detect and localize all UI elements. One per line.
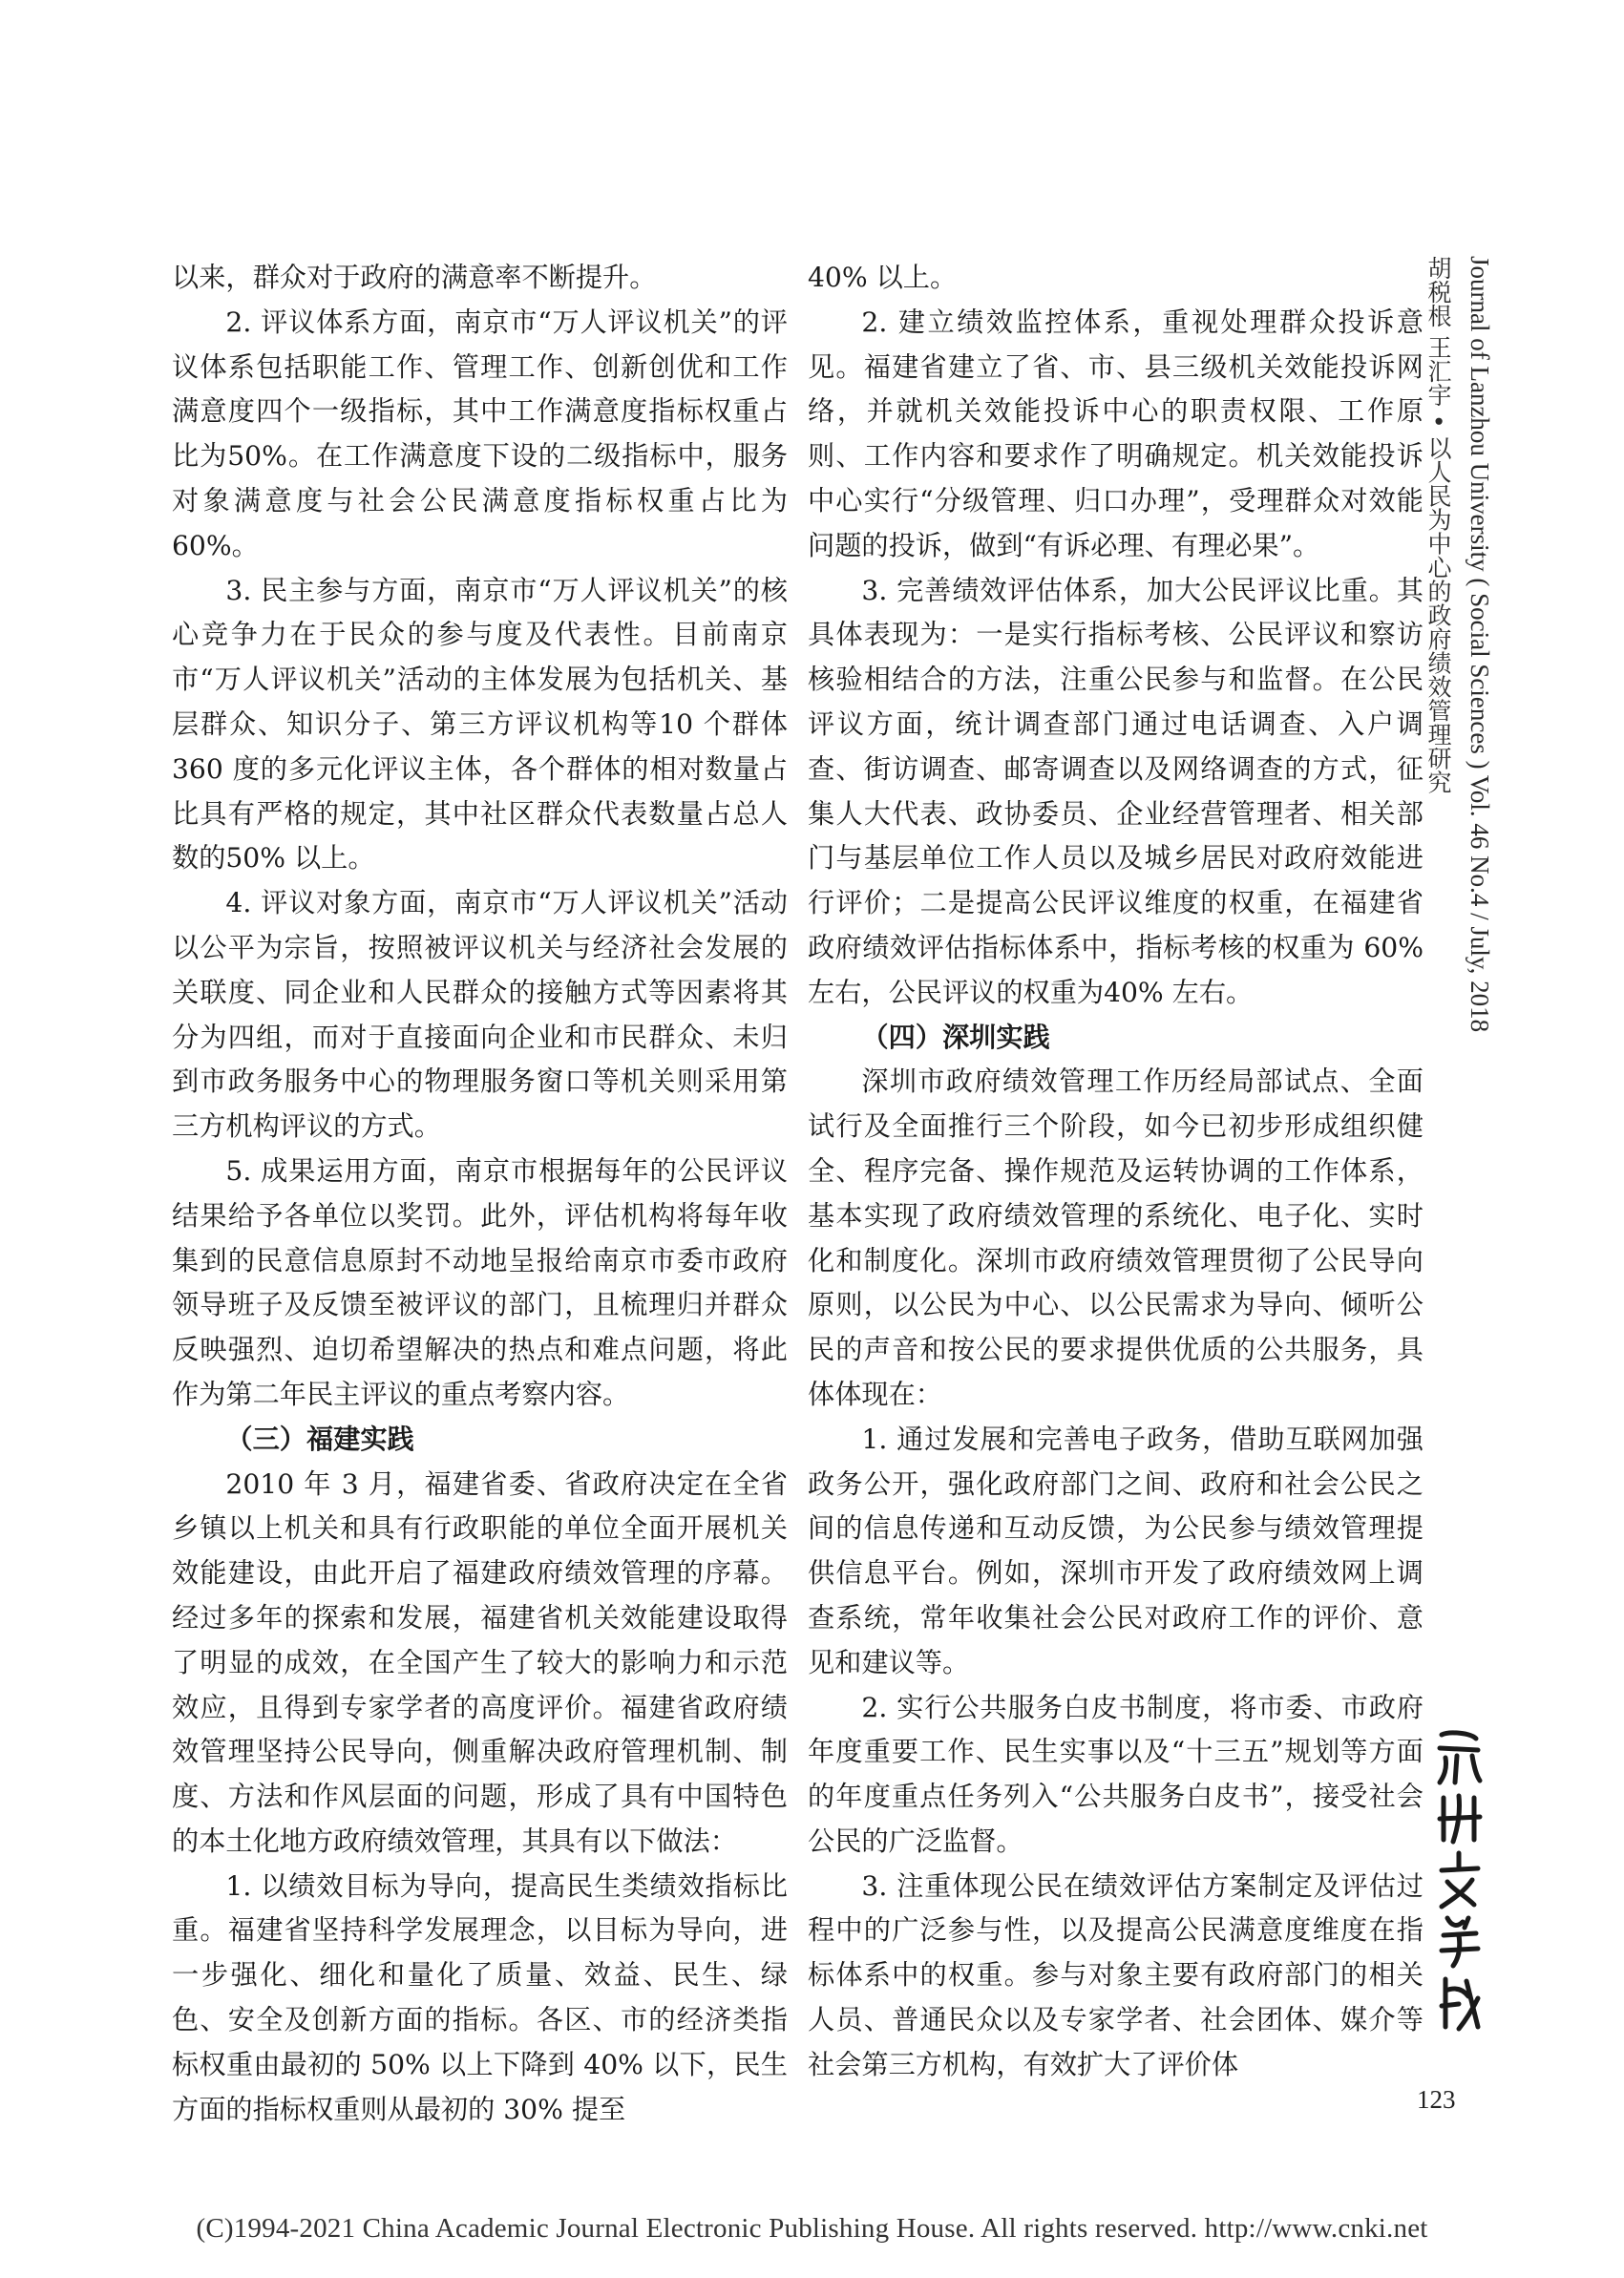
section-heading-shenzhen: （四）深圳实践 [861,1021,1050,1053]
right-column [808,256,1424,2088]
left-column [172,256,788,2132]
paragraph: 2. 实行公共服务白皮书制度，将市委、市政府年度重要工作、民生实事以及“十三五”规划等方面的年度重点任务列入“公共服务白皮书”，接受社会公民的广泛监督。 [808,1691,1424,1857]
paragraph: 5. 成果运用方面，南京市根据每年的公民评议结果给予各单位以奖罚。此外，评估机构将每年收集到的民意信息原封不动地呈报给南京市委市政府领导班子及反馈至被评议的部门，且梳理归并群众反映强烈、迫切希望解决的热点和难点问题，将此作为第二年民主评议的重点考察内容。 [172,1154,788,1410]
paragraph: 2. 建立绩效监控体系，重视处理群众投诉意见。福建省建立了省、市、县三级机关效能投诉网络，并就机关效能投诉中心的职责权限、工作原则、工作内容和要求作了明确规定。机关效能投诉中心实行“分级管理、归口办理”，受理群众对效能问题的投诉，做到“有诉必理、有理必果”。 [808,306,1424,561]
article-title: 胡税根 王汇宇 • 以人民为中心的政府绩效管理研究 [1424,256,1452,794]
journal-name: Journal of Lanzhou University ( Social Sciences ) Vol. 46 No.4 / July, 2018 [1466,256,1494,1033]
paragraph: 3. 注重体现公民在绩效评估方案制定及评估过程中的广泛参与性，以及提高公民满意度维度在指标体系中的权重。参与对象主要有政府部门的相关人员、普通民众以及专家学者、社会团体、媒介等社会第三方机构，有效扩大了评价体 [808,1869,1424,2080]
paragraph: 以来，群众对于政府的满意率不断提升。 [172,262,657,293]
running-head [1415,256,1501,1163]
section-heading-fujian: （三）福建实践 [225,1423,414,1455]
paragraph: 3. 完善绩效评估体系，加大公民评议比重。其具体表现为：一是实行指标考核、公民评议和察访核验相结合的方法，注重公民参与和监督。在公民评议方面，统计调查部门通过电话调查、入户调查、街访调查、邮寄调查以及网络调查的方式，征集人大代表、政协委员、企业经营管理者、相关部门与基层单位工作人员以及城乡居民对政府效能进行评价；二是提高公民评议维度的权重，在福建省政府绩效评估指标体系中，指标考核的权重为 60% 左右，公民评议的权重为40% 左右。 [808,574,1424,1008]
copyright-footer: (C)1994-2021 China Academic Journal Electronic Publishing House. All rights reserved. http://www.cnki.net [196,2213,1428,2244]
page-number: 123 [1417,2085,1456,2114]
paragraph: 1. 通过发展和完善电子政务，借助互联网加强政务公开，强化政府部门之间、政府和社会公民之间的信息传递和互动反馈，为公民参与绩效管理提供信息平台。例如，深圳市开发了政府绩效网上调查系统，常年收集社会公民对政府工作的评价、意见和建议等。 [808,1423,1424,1678]
paragraph: 40% 以上。 [808,262,958,293]
paragraph: 2. 评议体系方面，南京市“万人评议机关”的评议体系包括职能工作、管理工作、创新创优和工作满意度四个一级指标，其中工作满意度指标权重占比为50%。在工作满意度下设的二级指标中，服务对象满意度与社会公民满意度指标权重占比为 60%。 [172,306,788,561]
paragraph: 1. 以绩效目标为导向，提高民生类绩效指标比重。福建省坚持科学发展理念，以目标为导向，进一步强化、细化和量化了质量、效益、民生、绿色、安全及创新方面的指标。各区、市的经济类指标权重由最初的 50% 以上下降到 40% 以下，民生方面的指标权重则从最初的 30% 提至 [172,1869,788,2125]
journal-logo [1430,1723,1487,2038]
paragraph: 深圳市政府绩效管理工作历经局部试点、全面试行及全面推行三个阶段，如今已初步形成组织健全、程序完备、操作规范及运转协调的工作体系，基本实现了政府绩效管理的系统化、电子化、实时化和制度化。深圳市政府绩效管理贯彻了公民导向原则，以公民为中心、以公民需求为导向、倾听公民的声音和按公民的要求提供优质的公共服务，具体体现在： [808,1065,1424,1410]
paragraph: 3. 民主参与方面，南京市“万人评议机关”的核心竞争力在于民众的参与度及代表性。目前南京市“万人评议机关”活动的主体发展为包括机关、基层群众、知识分子、第三方评议机构等10 个群体 360 度的多元化评议主体，各个群体的相对数量占比具有严格的规定，其中社区群众代表数量占总人数的50% 以上。 [172,574,788,875]
paragraph: 4. 评议对象方面，南京市“万人评议机关”活动以公平为宗旨，按照被评议机关与经济社会发展的关联度、同企业和人民群众的接触方式等因素将其分为四组，而对于直接面向企业和市民群众、未归到市政务服务中心的物理服务窗口等机关则采用第三方机构评议的方式。 [172,887,788,1143]
paragraph: 2010 年 3 月，福建省委、省政府决定在全省乡镇以上机关和具有行政职能的单位全面开展机关效能建设，由此开启了福建政府绩效管理的序幕。经过多年的探索和发展，福建省机关效能建设取得了明显的成效，在全国产生了较大的影响力和示范效应，且得到专家学者的高度评价。福建省政府绩效管理坚持公民导向，侧重解决政府管理机制、制度、方法和作风层面的问题，形成了具有中国特色的本土化地方政府绩效管理，其具有以下做法： [172,1467,788,1857]
